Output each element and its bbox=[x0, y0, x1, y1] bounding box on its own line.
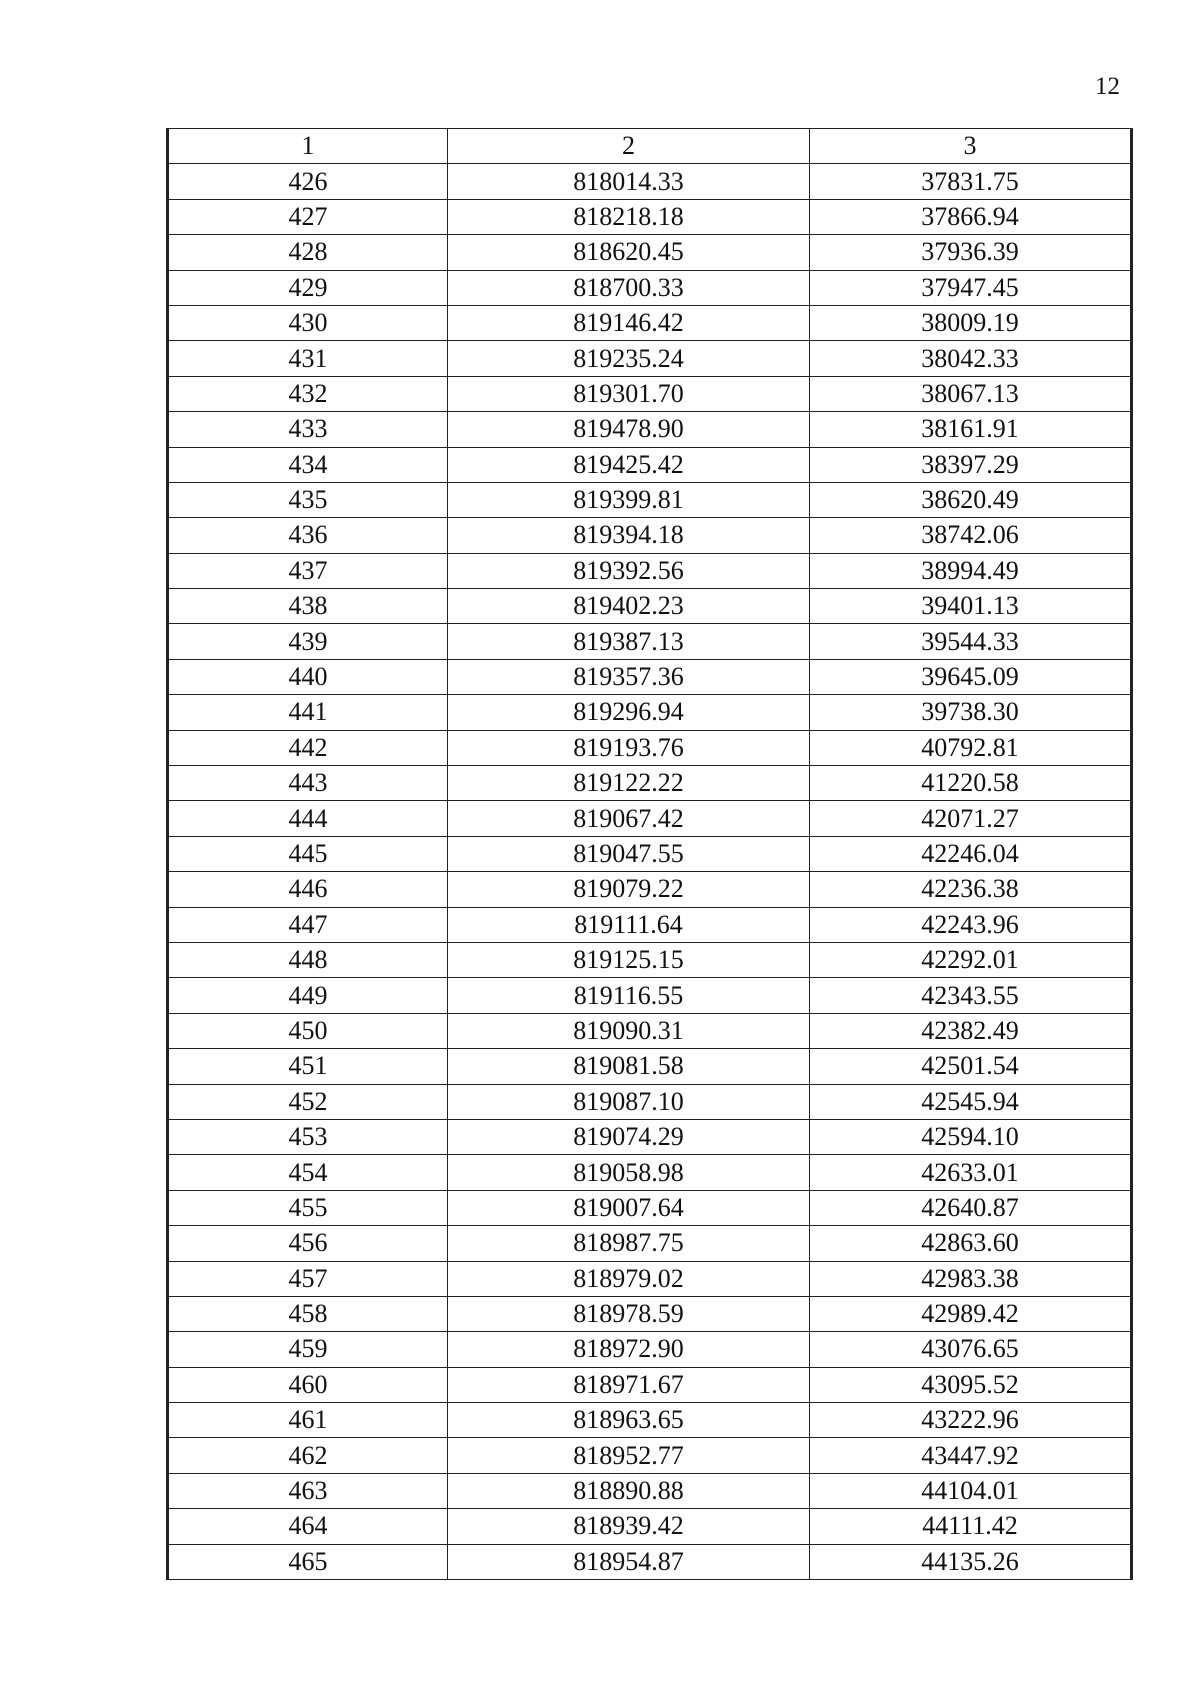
x-coordinate-cell: 818971.67 bbox=[448, 1367, 810, 1402]
point-number-cell: 454 bbox=[168, 1155, 448, 1190]
point-number-cell: 463 bbox=[168, 1473, 448, 1508]
y-coordinate-cell: 39645.09 bbox=[810, 659, 1132, 694]
point-number-cell: 465 bbox=[168, 1544, 448, 1579]
x-coordinate-cell: 819058.98 bbox=[448, 1155, 810, 1190]
point-number-cell: 436 bbox=[168, 518, 448, 553]
y-coordinate-cell: 42246.04 bbox=[810, 836, 1132, 871]
x-coordinate-cell: 819111.64 bbox=[448, 907, 810, 942]
x-coordinate-cell: 819357.36 bbox=[448, 659, 810, 694]
point-number-cell: 460 bbox=[168, 1367, 448, 1402]
point-number-cell: 432 bbox=[168, 376, 448, 411]
table-row bbox=[168, 164, 1132, 199]
y-coordinate-cell: 41220.58 bbox=[810, 766, 1132, 801]
point-number-cell: 434 bbox=[168, 447, 448, 482]
table-body bbox=[168, 129, 1132, 1580]
point-number-cell: 428 bbox=[168, 235, 448, 270]
y-coordinate-cell: 37947.45 bbox=[810, 270, 1132, 305]
table-row bbox=[168, 376, 1132, 411]
coordinates-table bbox=[166, 128, 1133, 1580]
point-number-cell: 453 bbox=[168, 1119, 448, 1154]
table-row bbox=[168, 766, 1132, 801]
table-row bbox=[168, 1367, 1132, 1402]
point-number-cell: 431 bbox=[168, 341, 448, 376]
point-number-cell: 430 bbox=[168, 305, 448, 340]
point-number-cell: 443 bbox=[168, 766, 448, 801]
x-coordinate-cell: 818954.87 bbox=[448, 1544, 810, 1579]
x-coordinate-cell: 819047.55 bbox=[448, 836, 810, 871]
y-coordinate-cell: 38397.29 bbox=[810, 447, 1132, 482]
y-coordinate-cell: 38067.13 bbox=[810, 376, 1132, 411]
table-row bbox=[168, 199, 1132, 234]
point-number-cell: 455 bbox=[168, 1190, 448, 1225]
x-coordinate-cell: 819074.29 bbox=[448, 1119, 810, 1154]
y-coordinate-cell: 42343.55 bbox=[810, 978, 1132, 1013]
table-header-row bbox=[168, 129, 1132, 164]
point-number-cell: 427 bbox=[168, 199, 448, 234]
table-row bbox=[168, 412, 1132, 447]
y-coordinate-cell: 43222.96 bbox=[810, 1403, 1132, 1438]
x-coordinate-cell: 819392.56 bbox=[448, 553, 810, 588]
y-coordinate-cell: 37831.75 bbox=[810, 164, 1132, 199]
y-coordinate-cell: 42983.38 bbox=[810, 1261, 1132, 1296]
y-coordinate-cell: 42989.42 bbox=[810, 1296, 1132, 1331]
x-coordinate-cell: 818979.02 bbox=[448, 1261, 810, 1296]
y-coordinate-cell: 38042.33 bbox=[810, 341, 1132, 376]
y-coordinate-cell: 42236.38 bbox=[810, 872, 1132, 907]
x-coordinate-cell: 819146.42 bbox=[448, 305, 810, 340]
y-coordinate-cell: 42863.60 bbox=[810, 1226, 1132, 1261]
x-coordinate-cell: 819394.18 bbox=[448, 518, 810, 553]
x-coordinate-cell: 819116.55 bbox=[448, 978, 810, 1013]
table-row bbox=[168, 1509, 1132, 1544]
table-row bbox=[168, 1226, 1132, 1261]
y-coordinate-cell: 42382.49 bbox=[810, 1013, 1132, 1048]
point-number-cell: 441 bbox=[168, 695, 448, 730]
table-row bbox=[168, 1119, 1132, 1154]
header-cell-col-1: 1 bbox=[168, 129, 448, 164]
x-coordinate-cell: 818014.33 bbox=[448, 164, 810, 199]
table-row bbox=[168, 589, 1132, 624]
y-coordinate-cell: 43076.65 bbox=[810, 1332, 1132, 1367]
table-row bbox=[168, 270, 1132, 305]
table-row bbox=[168, 447, 1132, 482]
point-number-cell: 458 bbox=[168, 1296, 448, 1331]
table-row bbox=[168, 1473, 1132, 1508]
point-number-cell: 447 bbox=[168, 907, 448, 942]
table-row bbox=[168, 553, 1132, 588]
x-coordinate-cell: 819007.64 bbox=[448, 1190, 810, 1225]
point-number-cell: 449 bbox=[168, 978, 448, 1013]
header-cell-col-2: 2 bbox=[448, 129, 810, 164]
point-number-cell: 448 bbox=[168, 942, 448, 977]
point-number-cell: 461 bbox=[168, 1403, 448, 1438]
x-coordinate-cell: 819081.58 bbox=[448, 1049, 810, 1084]
table-row bbox=[168, 942, 1132, 977]
point-number-cell: 452 bbox=[168, 1084, 448, 1119]
point-number-cell: 437 bbox=[168, 553, 448, 588]
x-coordinate-cell: 819193.76 bbox=[448, 730, 810, 765]
point-number-cell: 459 bbox=[168, 1332, 448, 1367]
table-row bbox=[168, 305, 1132, 340]
table-row bbox=[168, 1084, 1132, 1119]
x-coordinate-cell: 818972.90 bbox=[448, 1332, 810, 1367]
y-coordinate-cell: 40792.81 bbox=[810, 730, 1132, 765]
y-coordinate-cell: 38994.49 bbox=[810, 553, 1132, 588]
y-coordinate-cell: 42292.01 bbox=[810, 942, 1132, 977]
table-row bbox=[168, 1013, 1132, 1048]
x-coordinate-cell: 818620.45 bbox=[448, 235, 810, 270]
y-coordinate-cell: 37936.39 bbox=[810, 235, 1132, 270]
x-coordinate-cell: 819090.31 bbox=[448, 1013, 810, 1048]
table-row bbox=[168, 518, 1132, 553]
y-coordinate-cell: 38161.91 bbox=[810, 412, 1132, 447]
point-number-cell: 439 bbox=[168, 624, 448, 659]
x-coordinate-cell: 818890.88 bbox=[448, 1473, 810, 1508]
table-row bbox=[168, 1296, 1132, 1331]
y-coordinate-cell: 42243.96 bbox=[810, 907, 1132, 942]
x-coordinate-cell: 819301.70 bbox=[448, 376, 810, 411]
x-coordinate-cell: 819402.23 bbox=[448, 589, 810, 624]
x-coordinate-cell: 819425.42 bbox=[448, 447, 810, 482]
header-cell-col-3: 3 bbox=[810, 129, 1132, 164]
point-number-cell: 451 bbox=[168, 1049, 448, 1084]
point-number-cell: 462 bbox=[168, 1438, 448, 1473]
table-row bbox=[168, 836, 1132, 871]
y-coordinate-cell: 44111.42 bbox=[810, 1509, 1132, 1544]
x-coordinate-cell: 819079.22 bbox=[448, 872, 810, 907]
x-coordinate-cell: 819296.94 bbox=[448, 695, 810, 730]
x-coordinate-cell: 818952.77 bbox=[448, 1438, 810, 1473]
table-row bbox=[168, 978, 1132, 1013]
table-row bbox=[168, 1544, 1132, 1579]
table-row bbox=[168, 1155, 1132, 1190]
point-number-cell: 433 bbox=[168, 412, 448, 447]
point-number-cell: 457 bbox=[168, 1261, 448, 1296]
table-row bbox=[168, 1190, 1132, 1225]
x-coordinate-cell: 819478.90 bbox=[448, 412, 810, 447]
x-coordinate-cell: 819122.22 bbox=[448, 766, 810, 801]
point-number-cell: 450 bbox=[168, 1013, 448, 1048]
x-coordinate-cell: 819125.15 bbox=[448, 942, 810, 977]
y-coordinate-cell: 38009.19 bbox=[810, 305, 1132, 340]
table-row bbox=[168, 235, 1132, 270]
x-coordinate-cell: 818963.65 bbox=[448, 1403, 810, 1438]
point-number-cell: 435 bbox=[168, 482, 448, 517]
point-number-cell: 444 bbox=[168, 801, 448, 836]
table-row bbox=[168, 872, 1132, 907]
x-coordinate-cell: 818218.18 bbox=[448, 199, 810, 234]
table-row bbox=[168, 801, 1132, 836]
point-number-cell: 440 bbox=[168, 659, 448, 694]
y-coordinate-cell: 42633.01 bbox=[810, 1155, 1132, 1190]
table-row bbox=[168, 341, 1132, 376]
y-coordinate-cell: 42640.87 bbox=[810, 1190, 1132, 1225]
point-number-cell: 464 bbox=[168, 1509, 448, 1544]
y-coordinate-cell: 43447.92 bbox=[810, 1438, 1132, 1473]
y-coordinate-cell: 38742.06 bbox=[810, 518, 1132, 553]
y-coordinate-cell: 42545.94 bbox=[810, 1084, 1132, 1119]
y-coordinate-cell: 42071.27 bbox=[810, 801, 1132, 836]
x-coordinate-cell: 818978.59 bbox=[448, 1296, 810, 1331]
point-number-cell: 445 bbox=[168, 836, 448, 871]
y-coordinate-cell: 44104.01 bbox=[810, 1473, 1132, 1508]
point-number-cell: 426 bbox=[168, 164, 448, 199]
table-row bbox=[168, 1332, 1132, 1367]
x-coordinate-cell: 819087.10 bbox=[448, 1084, 810, 1119]
y-coordinate-cell: 38620.49 bbox=[810, 482, 1132, 517]
y-coordinate-cell: 42594.10 bbox=[810, 1119, 1132, 1154]
table-row bbox=[168, 1261, 1132, 1296]
table-row bbox=[168, 1049, 1132, 1084]
table-row bbox=[168, 659, 1132, 694]
x-coordinate-cell: 819067.42 bbox=[448, 801, 810, 836]
x-coordinate-cell: 818700.33 bbox=[448, 270, 810, 305]
y-coordinate-cell: 42501.54 bbox=[810, 1049, 1132, 1084]
x-coordinate-cell: 818987.75 bbox=[448, 1226, 810, 1261]
table-row bbox=[168, 1438, 1132, 1473]
page-number: 12 bbox=[1095, 73, 1120, 100]
table-row bbox=[168, 907, 1132, 942]
point-number-cell: 438 bbox=[168, 589, 448, 624]
x-coordinate-cell: 819399.81 bbox=[448, 482, 810, 517]
x-coordinate-cell: 818939.42 bbox=[448, 1509, 810, 1544]
y-coordinate-cell: 39544.33 bbox=[810, 624, 1132, 659]
x-coordinate-cell: 819235.24 bbox=[448, 341, 810, 376]
y-coordinate-cell: 37866.94 bbox=[810, 199, 1132, 234]
table-row bbox=[168, 730, 1132, 765]
table-row bbox=[168, 482, 1132, 517]
table-row bbox=[168, 624, 1132, 659]
x-coordinate-cell: 819387.13 bbox=[448, 624, 810, 659]
table-row bbox=[168, 1403, 1132, 1438]
point-number-cell: 446 bbox=[168, 872, 448, 907]
y-coordinate-cell: 43095.52 bbox=[810, 1367, 1132, 1402]
point-number-cell: 442 bbox=[168, 730, 448, 765]
point-number-cell: 429 bbox=[168, 270, 448, 305]
table-row bbox=[168, 695, 1132, 730]
y-coordinate-cell: 44135.26 bbox=[810, 1544, 1132, 1579]
point-number-cell: 456 bbox=[168, 1226, 448, 1261]
y-coordinate-cell: 39401.13 bbox=[810, 589, 1132, 624]
y-coordinate-cell: 39738.30 bbox=[810, 695, 1132, 730]
